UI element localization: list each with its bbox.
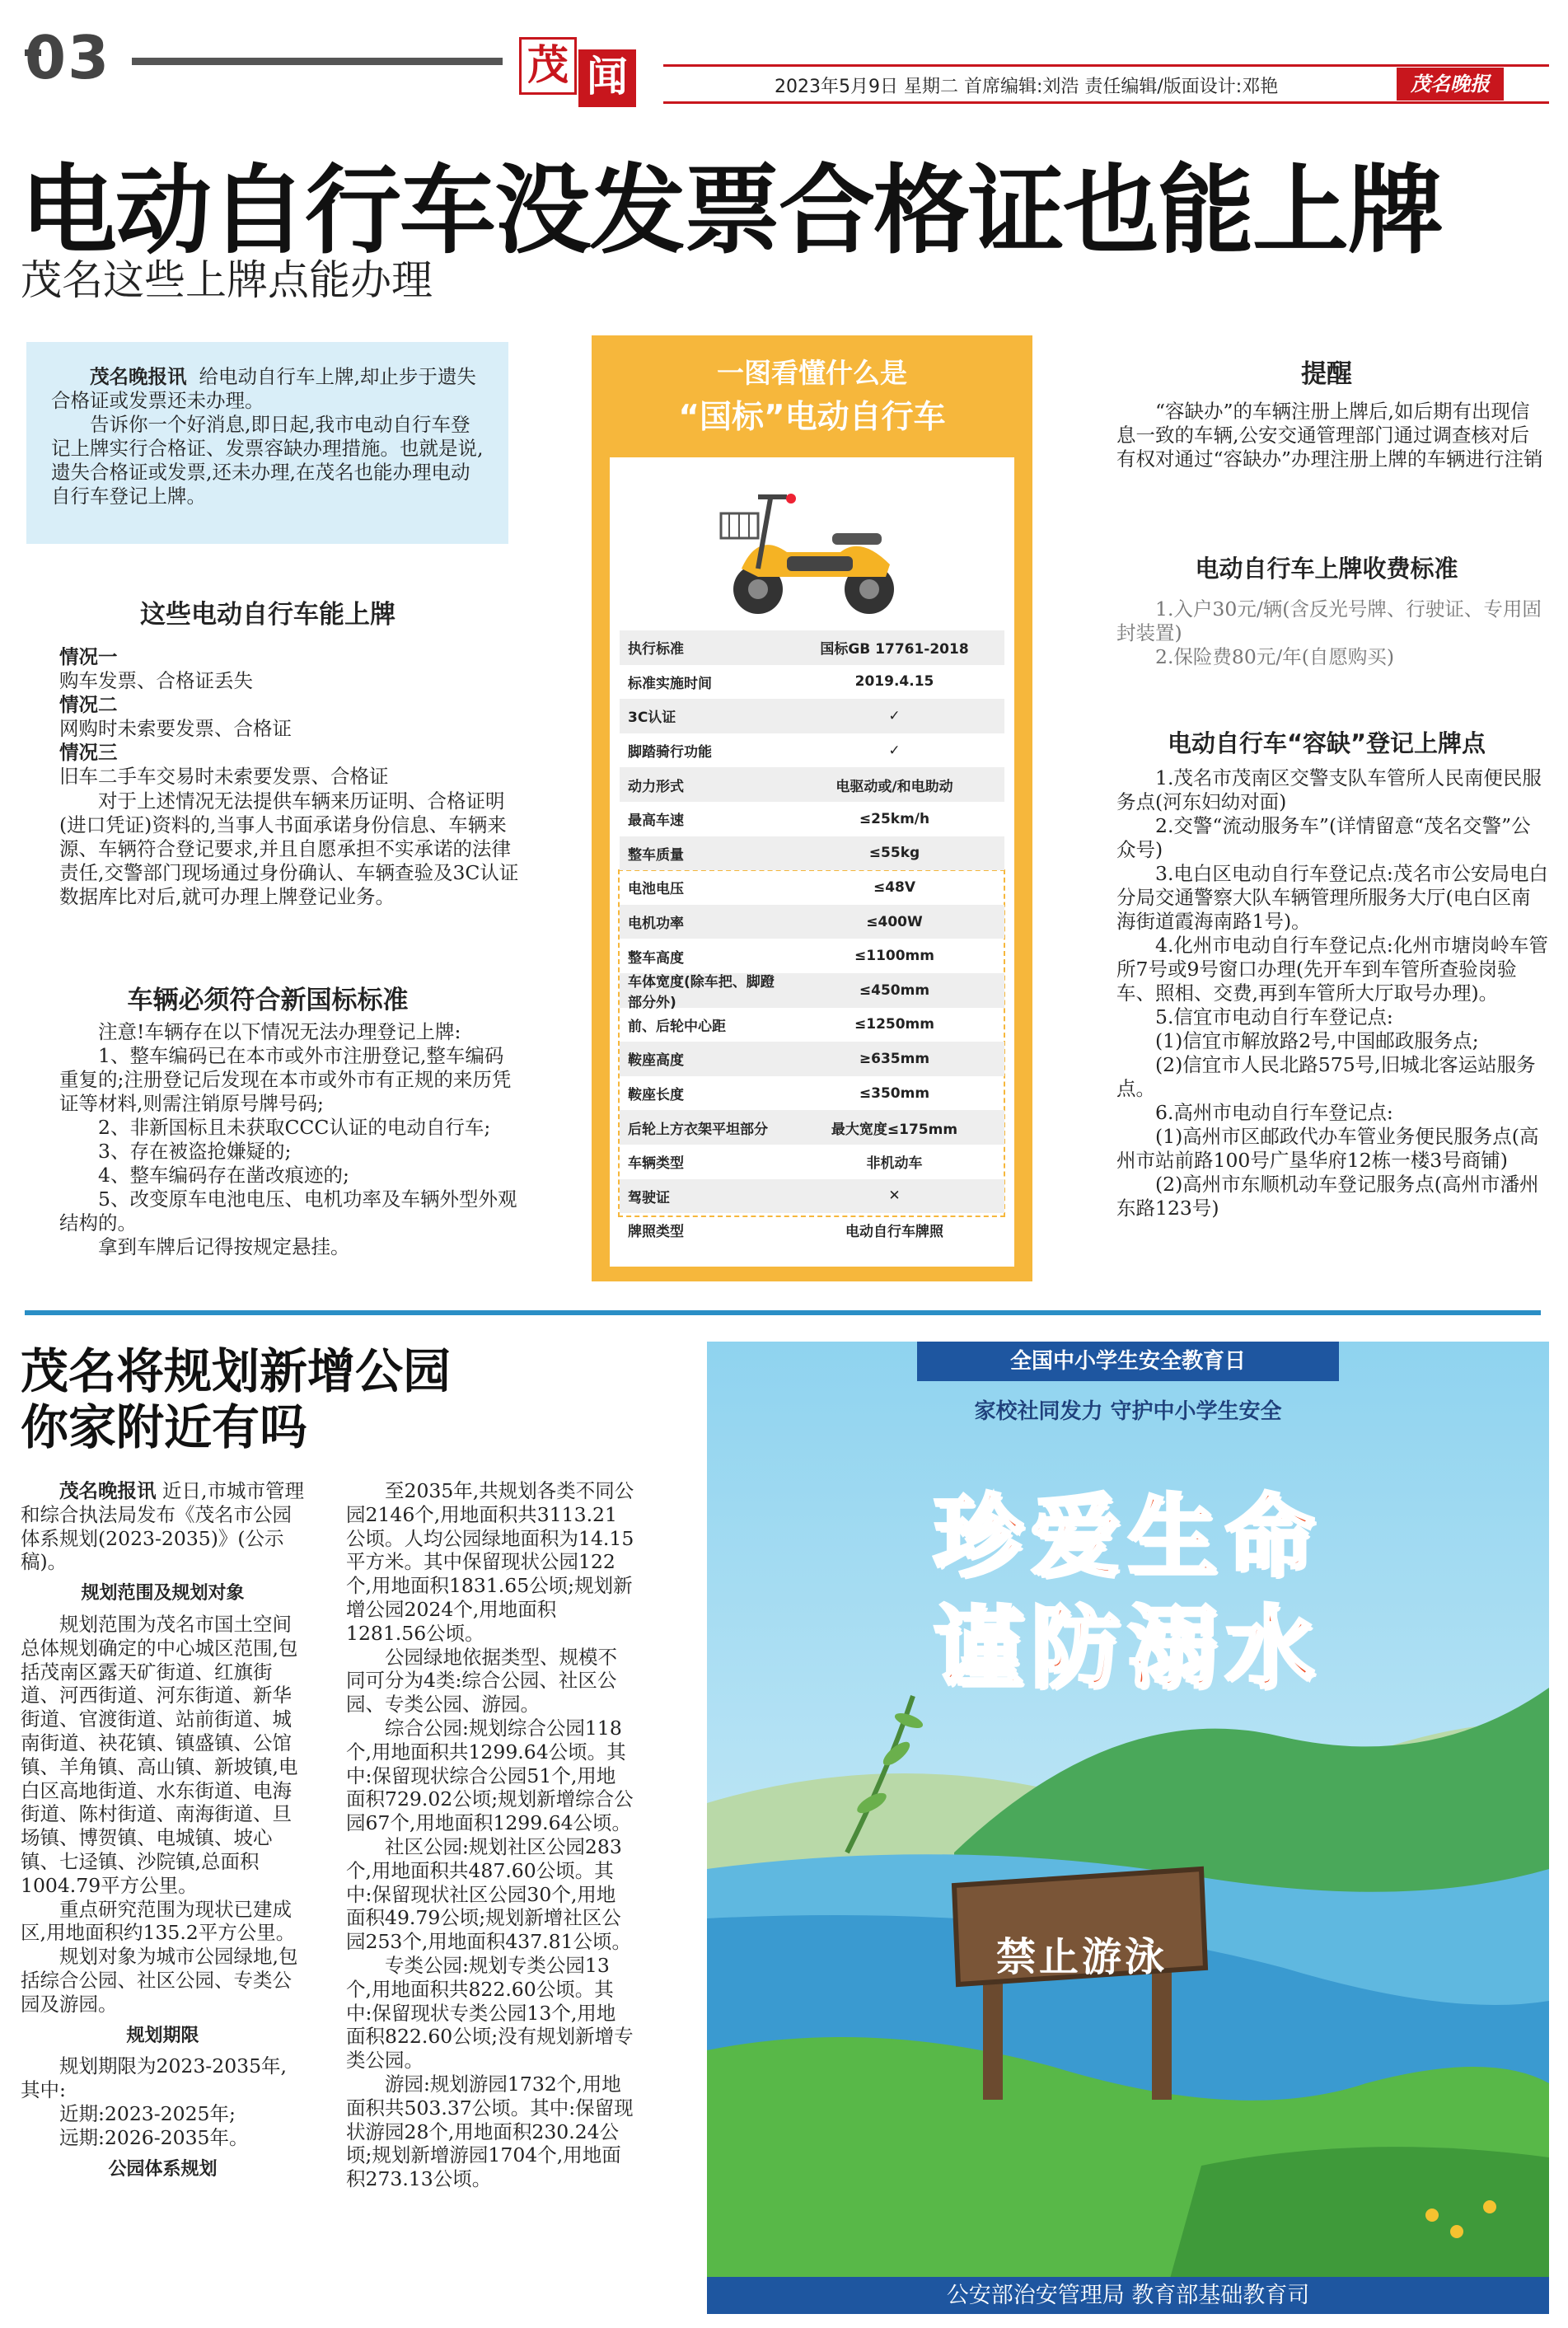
section-logo-char1: 茂 bbox=[519, 37, 577, 95]
fee-title: 电动自行车上牌收费标准 bbox=[1195, 555, 1458, 583]
infographic-row-key: 鞍座高度 bbox=[628, 1052, 684, 1070]
park-headline bbox=[21, 1343, 451, 1455]
park-c2-p1: 至2035年,共规划各类不同公园2146个,用地面积共3113.21公顷。人均公园绿地面积为14.15平方米。其中保留现状公园122个,用地面积1831.65公顷;规划新增公园2024个,用地面积1281.56公顷。 bbox=[346, 1479, 634, 1645]
park-c2-p3: 综合公园:规划综合公园118个,用地面积共1299.64公顷。其中:保留现状综合公园51个,用地面积729.02公顷;规划新增综合公园67个,用地面积1299.64公顷。 bbox=[346, 1716, 634, 1835]
standard-p5: 4、整车编码存在凿改痕迹的; bbox=[98, 1164, 349, 1187]
headline: 电动自行车没发票合格证也能上牌 bbox=[21, 154, 1443, 267]
section-separator bbox=[25, 1310, 1541, 1315]
infographic-row-key: 牌照类型 bbox=[628, 1224, 684, 1241]
infographic-row bbox=[620, 1008, 1004, 1042]
infographic-row bbox=[620, 905, 1004, 939]
lead-box bbox=[26, 342, 508, 544]
infographic-row bbox=[620, 1145, 1004, 1179]
section-title-standard: 车辆必须符合新国标标准 bbox=[127, 986, 409, 1015]
infographic-row bbox=[620, 939, 1004, 973]
case3-label: 情况三 bbox=[59, 741, 118, 764]
infographic-row bbox=[620, 1042, 1004, 1076]
section-logo-char2: 闻 bbox=[578, 49, 636, 107]
park-lead-source: 茂名晚报讯 bbox=[59, 1479, 157, 1502]
infographic-row-value: ≤350mm bbox=[859, 1084, 930, 1102]
point-2: 2.交警“流动服务车”(详情留意“茂名交警”公众号) bbox=[1116, 814, 1531, 861]
infographic-row bbox=[620, 802, 1004, 836]
lead-paragraph-2: 告诉你一个好消息,即日起,我市电动自行车登记上牌实行合格证、发票容缺办理措施。也就是说,遗失合格证或发票,还未办理,在茂名也能办理电动自行车登记上牌。 bbox=[51, 413, 484, 508]
issue-meta: 2023年5月9日 星期二 首席编辑:刘浩 责任编辑/版面设计:邓艳 bbox=[775, 77, 1279, 97]
lead-text-1: 给电动自行车上牌,却止步于遗失合格证或发票还未办理。 bbox=[51, 365, 476, 412]
poster-slogan: 家校社同发力 守护中小学生安全 bbox=[974, 1399, 1282, 1424]
points-list bbox=[1116, 766, 1549, 1220]
standard-p4: 3、存在被盗抢嫌疑的; bbox=[98, 1140, 292, 1163]
poster-title-2: 谨防溺水 bbox=[933, 1597, 1322, 1700]
park-sec-period: 规划期限 bbox=[126, 2025, 199, 2046]
infographic-row-value: ✓ bbox=[888, 742, 901, 759]
infographic-row-value: ≤1250mm bbox=[854, 1016, 934, 1033]
poster-title-1: 珍爱生命 bbox=[933, 1486, 1322, 1589]
fee-item-2: 2.保险费80元/年(自愿购买) bbox=[1155, 645, 1395, 668]
point-6a: (1)高州市区邮政代办车管业务便民服务点(高州市站前路100号广垦华府12栋一楼3号商铺) bbox=[1116, 1125, 1539, 1172]
point-5b: (2)信宜市人民北路575号,旧城北客运站服务点。 bbox=[1116, 1053, 1536, 1100]
park-lead-text: 近日,市城市管理和综合执法局发布《茂名市公园体系规划(2023-2035)》(公示稿)。 bbox=[21, 1479, 304, 1574]
point-6b: (2)高州市东顺机动车登记服务点(高州市潘州东路123号) bbox=[1116, 1173, 1539, 1220]
infographic-row-key: 3C认证 bbox=[628, 710, 676, 727]
reminder-title: 提醒 bbox=[1301, 359, 1352, 389]
infographic-row-value: 非机动车 bbox=[866, 1155, 923, 1173]
infographic-row bbox=[620, 1179, 1004, 1214]
infographic-row bbox=[620, 699, 1004, 733]
no-swimming-sign: 禁止游泳 bbox=[995, 1934, 1168, 1980]
infographic-row-key: 车体宽度(除车把、脚蹬部分外) bbox=[628, 973, 775, 1011]
infographic-row-key: 脚踏骑行功能 bbox=[628, 744, 712, 761]
infographic-row-key: 整车高度 bbox=[628, 949, 684, 967]
park-sec-system: 公园体系规划 bbox=[108, 2158, 218, 2180]
infographic-row-value: ≥635mm bbox=[859, 1050, 930, 1067]
point-1: 1.茂名市茂南区交警支队车管所人民南便民服务点(河东妇幼对面) bbox=[1116, 766, 1542, 813]
case2-text: 网购时未索要发票、合格证 bbox=[59, 717, 292, 740]
standard-p3: 2、非新国标且未获取CCC认证的电动自行车; bbox=[98, 1116, 491, 1139]
park-c1-p1: 规划范围为茂名市国土空间总体规划确定的中心城区范围,包括茂南区露天矿街道、红旗街道、河西街道、河东街道、新华街道、官渡街道、站前街道、城南街道、袂花镇、镇盛镇、公馆镇、羊角镇、高山镇、新坡镇,电白区高地街道、水东街道、电海街道、陈村街道、南海街道、旦场镇、博贺镇、电城镇、坡心镇、七迳镇、沙院镇,总面积1004.79平方公里。 bbox=[21, 1612, 298, 1897]
infographic-row-value: ≤48V bbox=[873, 878, 916, 896]
park-headline-line2: 你家附近有吗 bbox=[21, 1399, 308, 1455]
infographic-row bbox=[620, 767, 1004, 802]
masthead-rule-bottom bbox=[663, 101, 1549, 104]
case1-text: 购车发票、合格证丢失 bbox=[59, 669, 253, 692]
infographic-panel bbox=[610, 457, 1014, 1267]
infographic-row-key: 动力形式 bbox=[628, 778, 684, 795]
park-c2-p4: 社区公园:规划社区公园283个,用地面积共487.60公顷。其中:保留现状社区公园30个,用地面积49.79公顷;规划新增社区公园253个,用地面积437.81公顷。 bbox=[346, 1834, 632, 1954]
standard-p1: 注意!车辆存在以下情况无法办理登记上牌: bbox=[98, 1020, 461, 1043]
park-c2-p6: 游园:规划游园1732个,用地面积共503.37公顷。其中:保留现状游园28个,用地面积230.24公顷;规划新增游园1704个,用地面积273.13公顷。 bbox=[346, 2072, 634, 2191]
gb-standard-infographic bbox=[592, 335, 1032, 1281]
park-c1-p6: 远期:2026-2035年。 bbox=[59, 2125, 249, 2149]
infographic-row-key: 鞍座长度 bbox=[628, 1087, 684, 1104]
lead-source: 茂名晚报讯 bbox=[90, 365, 187, 388]
park-lead bbox=[21, 1479, 305, 1574]
infographic-row bbox=[620, 1110, 1004, 1145]
masthead-rule bbox=[132, 58, 503, 65]
reminder-body: “容缺办”的车辆注册上牌后,如后期有出现信息一致的车辆,公安交通管理部门通过调查核对后有权对通过“容缺办”办理注册上牌的车辆进行注销 bbox=[1116, 400, 1543, 471]
infographic-table bbox=[620, 630, 1004, 1248]
fee-list bbox=[1116, 597, 1549, 669]
infographic-row bbox=[620, 973, 1004, 1011]
infographic-row-value: 国标GB 17761-2018 bbox=[820, 641, 969, 658]
drowning-prevention-poster bbox=[707, 1342, 1549, 2314]
point-6: 6.高州市电动自行车登记点: bbox=[1155, 1101, 1393, 1124]
park-sec-scope: 规划范围及规划对象 bbox=[81, 1583, 245, 1604]
infographic-row-key: 车辆类型 bbox=[628, 1155, 684, 1173]
infographic-row-value: ≤1100mm bbox=[854, 948, 934, 965]
infographic-row-value: ✕ bbox=[888, 1187, 901, 1205]
park-c1-p4: 规划期限为2023-2035年,其中: bbox=[21, 2054, 288, 2102]
park-c2-p5: 专类公园:规划专类公园13个,用地面积共822.60公顷。其中:保留现状专类公园13个,用地面积822.60公顷;没有规划新增专类公园。 bbox=[346, 1953, 634, 2073]
infographic-row-value: 电动自行车牌照 bbox=[845, 1224, 943, 1241]
infographic-row bbox=[620, 630, 1004, 665]
infographic-row-key: 标准实施时间 bbox=[628, 675, 712, 692]
standard-p6: 5、改变原车电池电压、电机功率及车辆外型外观结构的。 bbox=[59, 1187, 517, 1234]
park-column-1 bbox=[21, 1479, 305, 2181]
eligible-body: 对于上述情况无法提供车辆来历证明、合格证明(进口凭证)资料的,当事人书面承诺身份信息、车辆来源、车辆符合登记要求,并且自愿承担不实承诺的法律责任,交警部门现场通过身份确认、车辆查验及3C认证数据库比对后,就可办理上牌登记业务。 bbox=[59, 789, 519, 908]
standard-p2: 1、整车编码已在本市或外市注册登记,整车编码重复的;注册登记后发现在本市或外市有正规的来历凭证等材料,则需注销原号牌号码; bbox=[59, 1044, 512, 1115]
infographic-row bbox=[620, 836, 1004, 871]
infographic-row-key: 后轮上方衣架平坦部分 bbox=[628, 1121, 768, 1138]
infographic-row-value: 最大宽度≤175mm bbox=[831, 1121, 958, 1138]
section-logo bbox=[511, 29, 651, 103]
newspaper-brand: 茂名晚报 bbox=[1397, 68, 1504, 101]
point-5a: (1)信宜市解放路2号,中国邮政服务点; bbox=[1155, 1029, 1479, 1052]
infographic-row-key: 电机功率 bbox=[628, 916, 684, 933]
masthead-rule-top bbox=[663, 64, 1549, 67]
infographic-row-value: 2019.4.15 bbox=[854, 673, 934, 691]
infographic-row-key: 执行标准 bbox=[628, 641, 684, 658]
infographic-row bbox=[620, 1213, 1004, 1248]
poster-banner: 全国中小学生安全教育日 bbox=[917, 1342, 1339, 1381]
standard-p7: 拿到车牌后记得按规定悬挂。 bbox=[98, 1235, 350, 1258]
infographic-row-value: ≤55kg bbox=[868, 845, 920, 862]
park-c1-p5: 近期:2023-2025年; bbox=[59, 2101, 236, 2125]
electric-bike-illustration bbox=[709, 474, 915, 622]
park-c1-p3: 规划对象为城市公园绿地,包括综合公园、社区公园、专类公园及游园。 bbox=[21, 1945, 298, 2016]
case1-label: 情况一 bbox=[59, 645, 118, 668]
fee-item-1: 1.入户30元/辆(含反光号牌、行驶证、专用固封装置) bbox=[1116, 597, 1542, 644]
infographic-row-key: 最高车速 bbox=[628, 813, 684, 830]
infographic-title-1: 一图看懂什么是 bbox=[717, 357, 907, 389]
infographic-row-value: ✓ bbox=[888, 707, 901, 724]
park-column-2 bbox=[346, 1479, 634, 2191]
infographic-row bbox=[620, 665, 1004, 700]
case2-label: 情况二 bbox=[59, 693, 118, 716]
point-3: 3.电白区电动自行车登记点:茂名市公安局电白分局交通警察大队车辆管理所服务大厅(电白区南海街道霞海南路1号)。 bbox=[1116, 862, 1548, 933]
point-4: 4.化州市电动自行车登记点:化州市塘岗岭车管所7号或9号窗口办理(先开车到车管所查验岗验车、照相、交费,再到车管所大厅取号办理)。 bbox=[1116, 934, 1548, 1005]
infographic-row-key: 驾驶证 bbox=[628, 1189, 670, 1206]
poster-footer: 公安部治安管理局 教育部基础教育司 bbox=[707, 2277, 1549, 2314]
infographic-row-key: 前、后轮中心距 bbox=[628, 1018, 726, 1035]
park-c2-p2: 公园绿地依据类型、规模不同可分为4类:综合公园、社区公园、专类公园、游园。 bbox=[346, 1645, 617, 1717]
point-5: 5.信宜市电动自行车登记点: bbox=[1155, 1005, 1393, 1028]
infographic-row-value: ≤450mm bbox=[859, 981, 930, 999]
eligible-cases bbox=[59, 645, 521, 789]
infographic-row bbox=[620, 870, 1004, 905]
infographic-row bbox=[620, 733, 1004, 768]
park-c1-p2: 重点研究范围为现状已建成区,用地面积约135.2平方公里。 bbox=[21, 1897, 296, 1945]
infographic-row-value: ≤400W bbox=[866, 913, 923, 930]
section-title-eligible: 这些电动自行车能上牌 bbox=[140, 600, 396, 630]
infographic-row-value: 电驱动或/和电助动 bbox=[835, 778, 953, 795]
subheadline: 茂名这些上牌点能办理 bbox=[21, 256, 433, 304]
park-headline-line1: 茂名将规划新增公园 bbox=[21, 1343, 452, 1399]
infographic-title-2: “国标”电动自行车 bbox=[678, 399, 946, 436]
lead-paragraph-1 bbox=[51, 365, 484, 413]
infographic-row-value: ≤25km/h bbox=[859, 810, 930, 827]
infographic-row bbox=[620, 1076, 1004, 1111]
case3-text: 旧车二手车交易时未索要发票、合格证 bbox=[59, 765, 389, 788]
standard-body bbox=[59, 1020, 521, 1259]
points-title: 电动自行车“容缺”登记上牌点 bbox=[1167, 729, 1486, 757]
infographic-row-key: 电池电压 bbox=[628, 881, 684, 898]
infographic-row-key: 整车质量 bbox=[628, 846, 684, 864]
page-number: 03 bbox=[25, 23, 111, 92]
